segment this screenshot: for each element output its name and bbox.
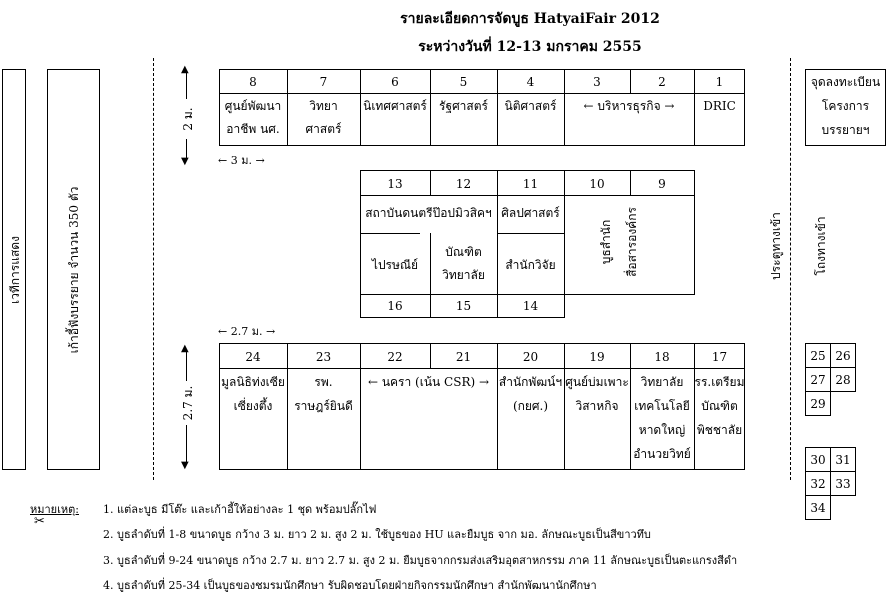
- booth-20-label-1: สำนักพัฒน์ฯ: [498, 375, 563, 389]
- note-1: 1. แต่ละบูธ มีโต๊ะ และเก้าอี้ให้อย่างละ 1 ชุด พร้อมปลั๊กไฟ: [103, 503, 377, 516]
- booth-number-20: 20: [522, 350, 539, 364]
- dim-top-width-text: 3 ม.: [230, 154, 252, 167]
- booth-22-21-text: นครา (เน้น CSR): [381, 375, 476, 389]
- notes-label: หมายเหตุ:: [30, 503, 79, 516]
- booth-6-label: นิเทศศาสตร์: [363, 99, 427, 113]
- row2-mid-line-right: [497, 233, 564, 234]
- booth-15-label-2: วิทยาลัย: [442, 268, 485, 282]
- booth-number-5: 5: [459, 75, 468, 89]
- booth-number-22: 22: [387, 350, 403, 364]
- entrance-label: ประตูทางเข้า: [769, 212, 783, 280]
- dim-arrow-up-icon: ▲: [181, 64, 189, 75]
- booth-number-14: 14: [522, 299, 539, 313]
- row2-mask: [565, 294, 696, 320]
- row2-109-bottom: [564, 294, 695, 295]
- booth-number-12: 12: [455, 177, 472, 191]
- booth-13-12-label: สถาบันดนตรีป๊อปมิวสิคฯ: [365, 206, 492, 220]
- dim-bottom-height: 2.7 ม.: [179, 381, 193, 425]
- entrance-dashed-line: [790, 58, 791, 480]
- student-booth-29: 29: [805, 391, 831, 416]
- booth-23-label-1: รพ.: [314, 375, 333, 389]
- dim-arrow-down-icon: ▼: [181, 156, 189, 167]
- booth-number-13: 13: [387, 177, 403, 191]
- booth-number-7: 7: [319, 75, 328, 89]
- booth-number-19: 19: [589, 350, 605, 364]
- booth-4-label: นิติศาสตร์: [504, 99, 557, 113]
- booth-10-9-label-2: สื่อสารองค์กร: [625, 207, 639, 277]
- booth-8-label-2: อาชีพ นศ.: [226, 122, 280, 136]
- left-dashed-line: [153, 58, 154, 480]
- student-booth-28: 28: [830, 367, 856, 392]
- row3-header-line: [219, 368, 745, 369]
- booth-number-18: 18: [654, 350, 670, 364]
- student-booth-33: 33: [830, 471, 856, 496]
- student-booth-32: 32: [805, 471, 831, 496]
- dim-mid-width: ← 2.7 ม. →: [218, 325, 276, 338]
- note-4: 4. บูธลำดับที่ 25-34 เป็นบูธของชมรมนักศึกษา รับผิดชอบโดยฝ่ายกิจกรรมนักศึกษา สำนักพัฒนานักศึกษา: [103, 579, 597, 592]
- booth-8-label-1: ศูนย์พัฒนา: [224, 99, 282, 113]
- diagram-title: รายละเอียดการจัดบูธ HatyaiFair 2012: [400, 11, 660, 27]
- diagram-subtitle: ระหว่างวันที่ 12-13 มกราคม 2555: [418, 39, 642, 55]
- scissors-icon: ✂: [34, 514, 45, 529]
- booth-7-label-1: วิทยา: [309, 99, 338, 113]
- booth-number-16: 16: [387, 299, 403, 313]
- tunnel-label: โถงทางเข้า: [814, 216, 828, 276]
- booth-7-label-2: ศาสตร์: [305, 122, 342, 136]
- note-3: 3. บูธลำดับที่ 9-24 ขนาดบูธ กว้าง 2.7 ม. ยาว 2.7 ม. สูง 2 ม. ยืมบูธจากกรมส่งเสริมอุตสาหกรรม ภาค 11 ลักษณะบูธเป็นตะแกรงสีดำ: [103, 554, 738, 567]
- booth-24-label-2: เซี่ยงตึ้ง: [233, 399, 273, 413]
- student-booth-26: 26: [830, 343, 856, 368]
- row1-header-line: [219, 93, 745, 94]
- booth-19-label-1: ศูนย์บ่มเพาะ: [565, 375, 629, 389]
- booth-17-label-1: รร.เตรียม: [694, 375, 745, 389]
- booth-18-label-2: เทคโนโลยี: [634, 399, 690, 413]
- student-booth-31: 31: [830, 447, 856, 472]
- booth-17-label-2: บัณฑิต: [701, 399, 738, 413]
- student-booth-25: 25: [805, 343, 831, 368]
- registration-label-2: โครงการ: [821, 99, 870, 113]
- booth-17-label-3: พิชชาลัย: [696, 423, 743, 437]
- booth-15-label-1: บัณฑิต: [445, 245, 482, 259]
- booth-number-15: 15: [455, 299, 472, 313]
- registration-label-3: บรรยายฯ: [821, 123, 870, 137]
- student-booth-27: 27: [805, 367, 831, 392]
- booth-number-4: 4: [526, 75, 535, 89]
- student-booth-30: 30: [805, 447, 831, 472]
- booth-number-6: 6: [391, 75, 399, 89]
- booth-18-label-3: หาดใหญ่: [638, 423, 686, 437]
- booth-number-23: 23: [315, 350, 332, 364]
- row2-footer-line: [360, 294, 564, 295]
- booth-number-24: 24: [245, 350, 261, 364]
- row2-div-2: [497, 170, 498, 318]
- seats-label: เก้าอี้ฟังบรรยาย จำนวน 350 ตัว: [67, 186, 81, 354]
- booth-number-17: 17: [711, 350, 728, 364]
- booth-18-label-1: วิทยาลัย: [640, 375, 684, 389]
- dim-arrow-up-icon-2: ▲: [181, 343, 189, 354]
- booth-18-label-4: อำนวยวิทย์: [633, 447, 691, 461]
- booth-3-2-text: บริหารธุรกิจ: [597, 99, 661, 113]
- booth-number-21: 21: [455, 350, 472, 364]
- booth-19-label-2: วิสาหกิจ: [575, 399, 619, 413]
- booth-23-label-2: ราษฎร์ยินดี: [294, 399, 353, 413]
- dim-top-height: 2 ม.: [179, 99, 193, 139]
- student-booth-34: 34: [805, 495, 831, 520]
- booth-number-3: 3: [593, 75, 601, 89]
- booth-1-label: DRIC: [703, 99, 736, 113]
- booth-number-1: 1: [715, 75, 724, 89]
- dim-arrow-down-icon-2: ▼: [181, 460, 189, 471]
- booth-11-label: ศิลปศาสตร์: [501, 206, 560, 220]
- booth-24-label-1: มูลนิธิท่งเซีย: [221, 375, 285, 389]
- booth-22-21-label: ← นครา (เน้น CSR) →: [367, 375, 490, 389]
- booth-16-label: ไปรษณีย์: [371, 258, 419, 272]
- booth-20-label-2: (กยศ.): [512, 399, 549, 413]
- booth-3-2-label: ← บริหารธุรกิจ →: [583, 99, 675, 113]
- booth-number-8: 8: [249, 75, 257, 89]
- stage-label: เวทีการแสดง: [8, 236, 22, 304]
- booth-number-2: 2: [658, 75, 666, 89]
- booth-number-9: 9: [658, 177, 666, 191]
- booth-number-10: 10: [589, 177, 605, 191]
- booth-14-label: สำนักวิจัย: [505, 258, 556, 272]
- row2-header-line: [360, 195, 695, 196]
- booth-10-9-label-1: บูธสำนัก: [599, 219, 613, 265]
- row2-mid-line-left: [360, 233, 420, 234]
- note-2: 2. บูธลำดับที่ 1-8 ขนาดบูธ กว้าง 3 ม. ยาว 2 ม. สูง 2 ม. ใช้บูธของ HU และยืมบูธ จาก มอ. ลักษณะบูธเป็นสีขาวทึบ: [103, 528, 651, 541]
- booth-5-label: รัฐศาสตร์: [439, 99, 488, 113]
- dim-mid-width-text: 2.7 ม.: [230, 325, 263, 338]
- dim-top-width: ← 3 ม. →: [218, 154, 265, 167]
- registration-label-1: จุดลงทะเบียน: [810, 75, 881, 89]
- booth-number-11: 11: [522, 177, 539, 191]
